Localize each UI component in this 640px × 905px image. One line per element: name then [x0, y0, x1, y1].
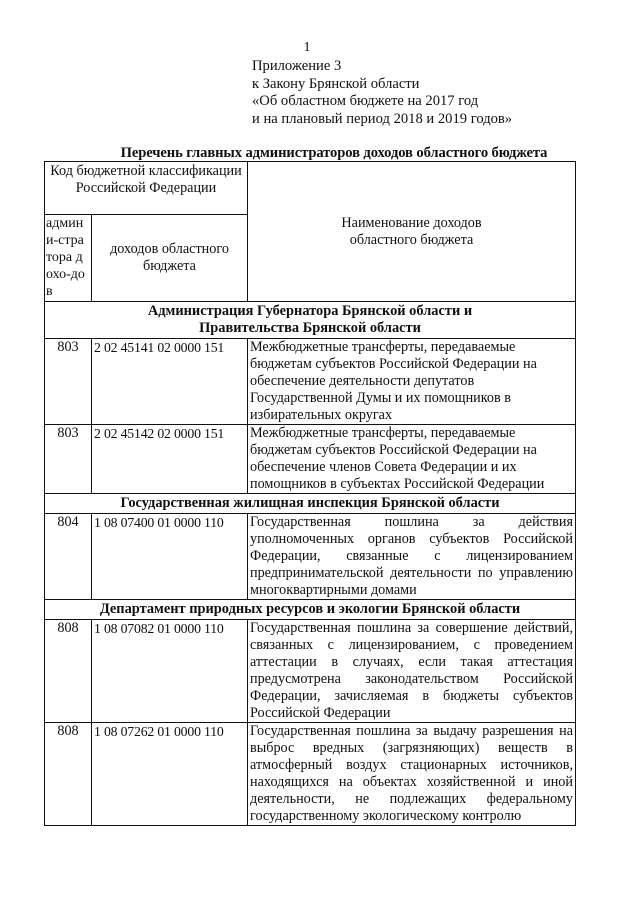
header-code-group: Код бюджетной классификации Российской Федерации — [45, 162, 248, 215]
admin-code-cell: 808 — [45, 723, 92, 826]
admin-code-cell: 804 — [45, 514, 92, 600]
revenue-name-cell: Государственная пошлина за совершение действий, связанных с лицензированием, с проведением аттестации в случаях, если такая аттестация предусмотрена законодательством Российской Федерации, зачисляемая в бюджеты субъектов Российской Федерации — [248, 620, 576, 723]
appendix-line-3: «Об областном бюджете на 2017 год — [252, 93, 479, 109]
revenue-name-text: Межбюджетные трансферты, передаваемые бюджетам субъектов Российской Федерации на обеспечение деятельности депутатов Государственной Думы и их помощников в избирательных округах — [250, 339, 537, 423]
header-revenue — [92, 215, 248, 302]
page-number: 1 — [303, 40, 311, 55]
section-title — [45, 302, 576, 339]
section-row — [45, 600, 576, 620]
revenue-code-cell: 1 08 07262 01 0000 110 — [92, 723, 248, 826]
section-title: Государственная жилищная инспекция Брянской области — [45, 494, 576, 514]
revenue-code-cell: 1 08 07082 01 0000 110 — [92, 620, 248, 723]
admin-code-cell: 803 — [45, 339, 92, 425]
revenue-code-cell: 1 08 07400 01 0000 110 — [92, 514, 248, 600]
table-row — [45, 339, 576, 425]
admin-code-cell: 808 — [45, 620, 92, 723]
revenue-name-cell: Государственная пошлина за выдачу разрешения на выброс вредных (загрязняющих) веществ в атмосферный воздух стационарных источников, находящихся на объектах хозяйственной и иной деятельности, не подлежащих федеральному государственному экологическому контролю — [248, 723, 576, 826]
table-row — [45, 723, 576, 826]
revenue-name-cell — [248, 425, 576, 494]
table-row — [45, 514, 576, 600]
list-title: Перечень главных администраторов доходов областного бюджета — [120, 145, 548, 161]
revenue-code-cell: 2 02 45141 02 0000 151 — [92, 339, 248, 425]
header-admin-text: админи-стратора дохо-дов — [46, 216, 85, 299]
header-name — [248, 162, 576, 302]
table-row — [45, 425, 576, 494]
section-title-text: Администрация Губернатора Брянской области и Правительства Брянской области — [147, 303, 473, 336]
header-name-text: Наименование доходов областного бюджета — [341, 214, 482, 248]
table-row — [45, 620, 576, 723]
appendix-line-4: и на плановый период 2018 и 2019 годов» — [252, 110, 513, 127]
section-row — [45, 494, 576, 514]
revenue-code-cell: 2 02 45142 02 0000 151 — [92, 425, 248, 494]
appendix-line-2: к Закону Брянской области — [252, 75, 420, 92]
appendix-header — [252, 58, 512, 128]
appendix-line-1: Приложение 3 — [252, 58, 342, 74]
revenue-name-text: Межбюджетные трансферты, передаваемые бюджетам субъектов Российской Федерации на обеспечение членов Совета Федерации и их помощников в субъектах Российской Федерации — [250, 425, 545, 492]
section-row — [45, 302, 576, 339]
table-header-row — [45, 162, 576, 215]
revenue-name-cell: Государственная пошлина за действия уполномоченных органов субъектов Российской Федерации, связанные с лицензированием предпринимательской деятельности по управлению многоквартирными домами — [248, 514, 576, 600]
header-admin — [45, 215, 92, 302]
admin-code-cell: 803 — [45, 425, 92, 494]
revenue-administrators-table — [44, 161, 576, 826]
revenue-name-cell — [248, 339, 576, 425]
header-revenue-text: доходов областного бюджета — [110, 241, 229, 274]
section-title: Департамент природных ресурсов и экологии Брянской области — [45, 600, 576, 620]
